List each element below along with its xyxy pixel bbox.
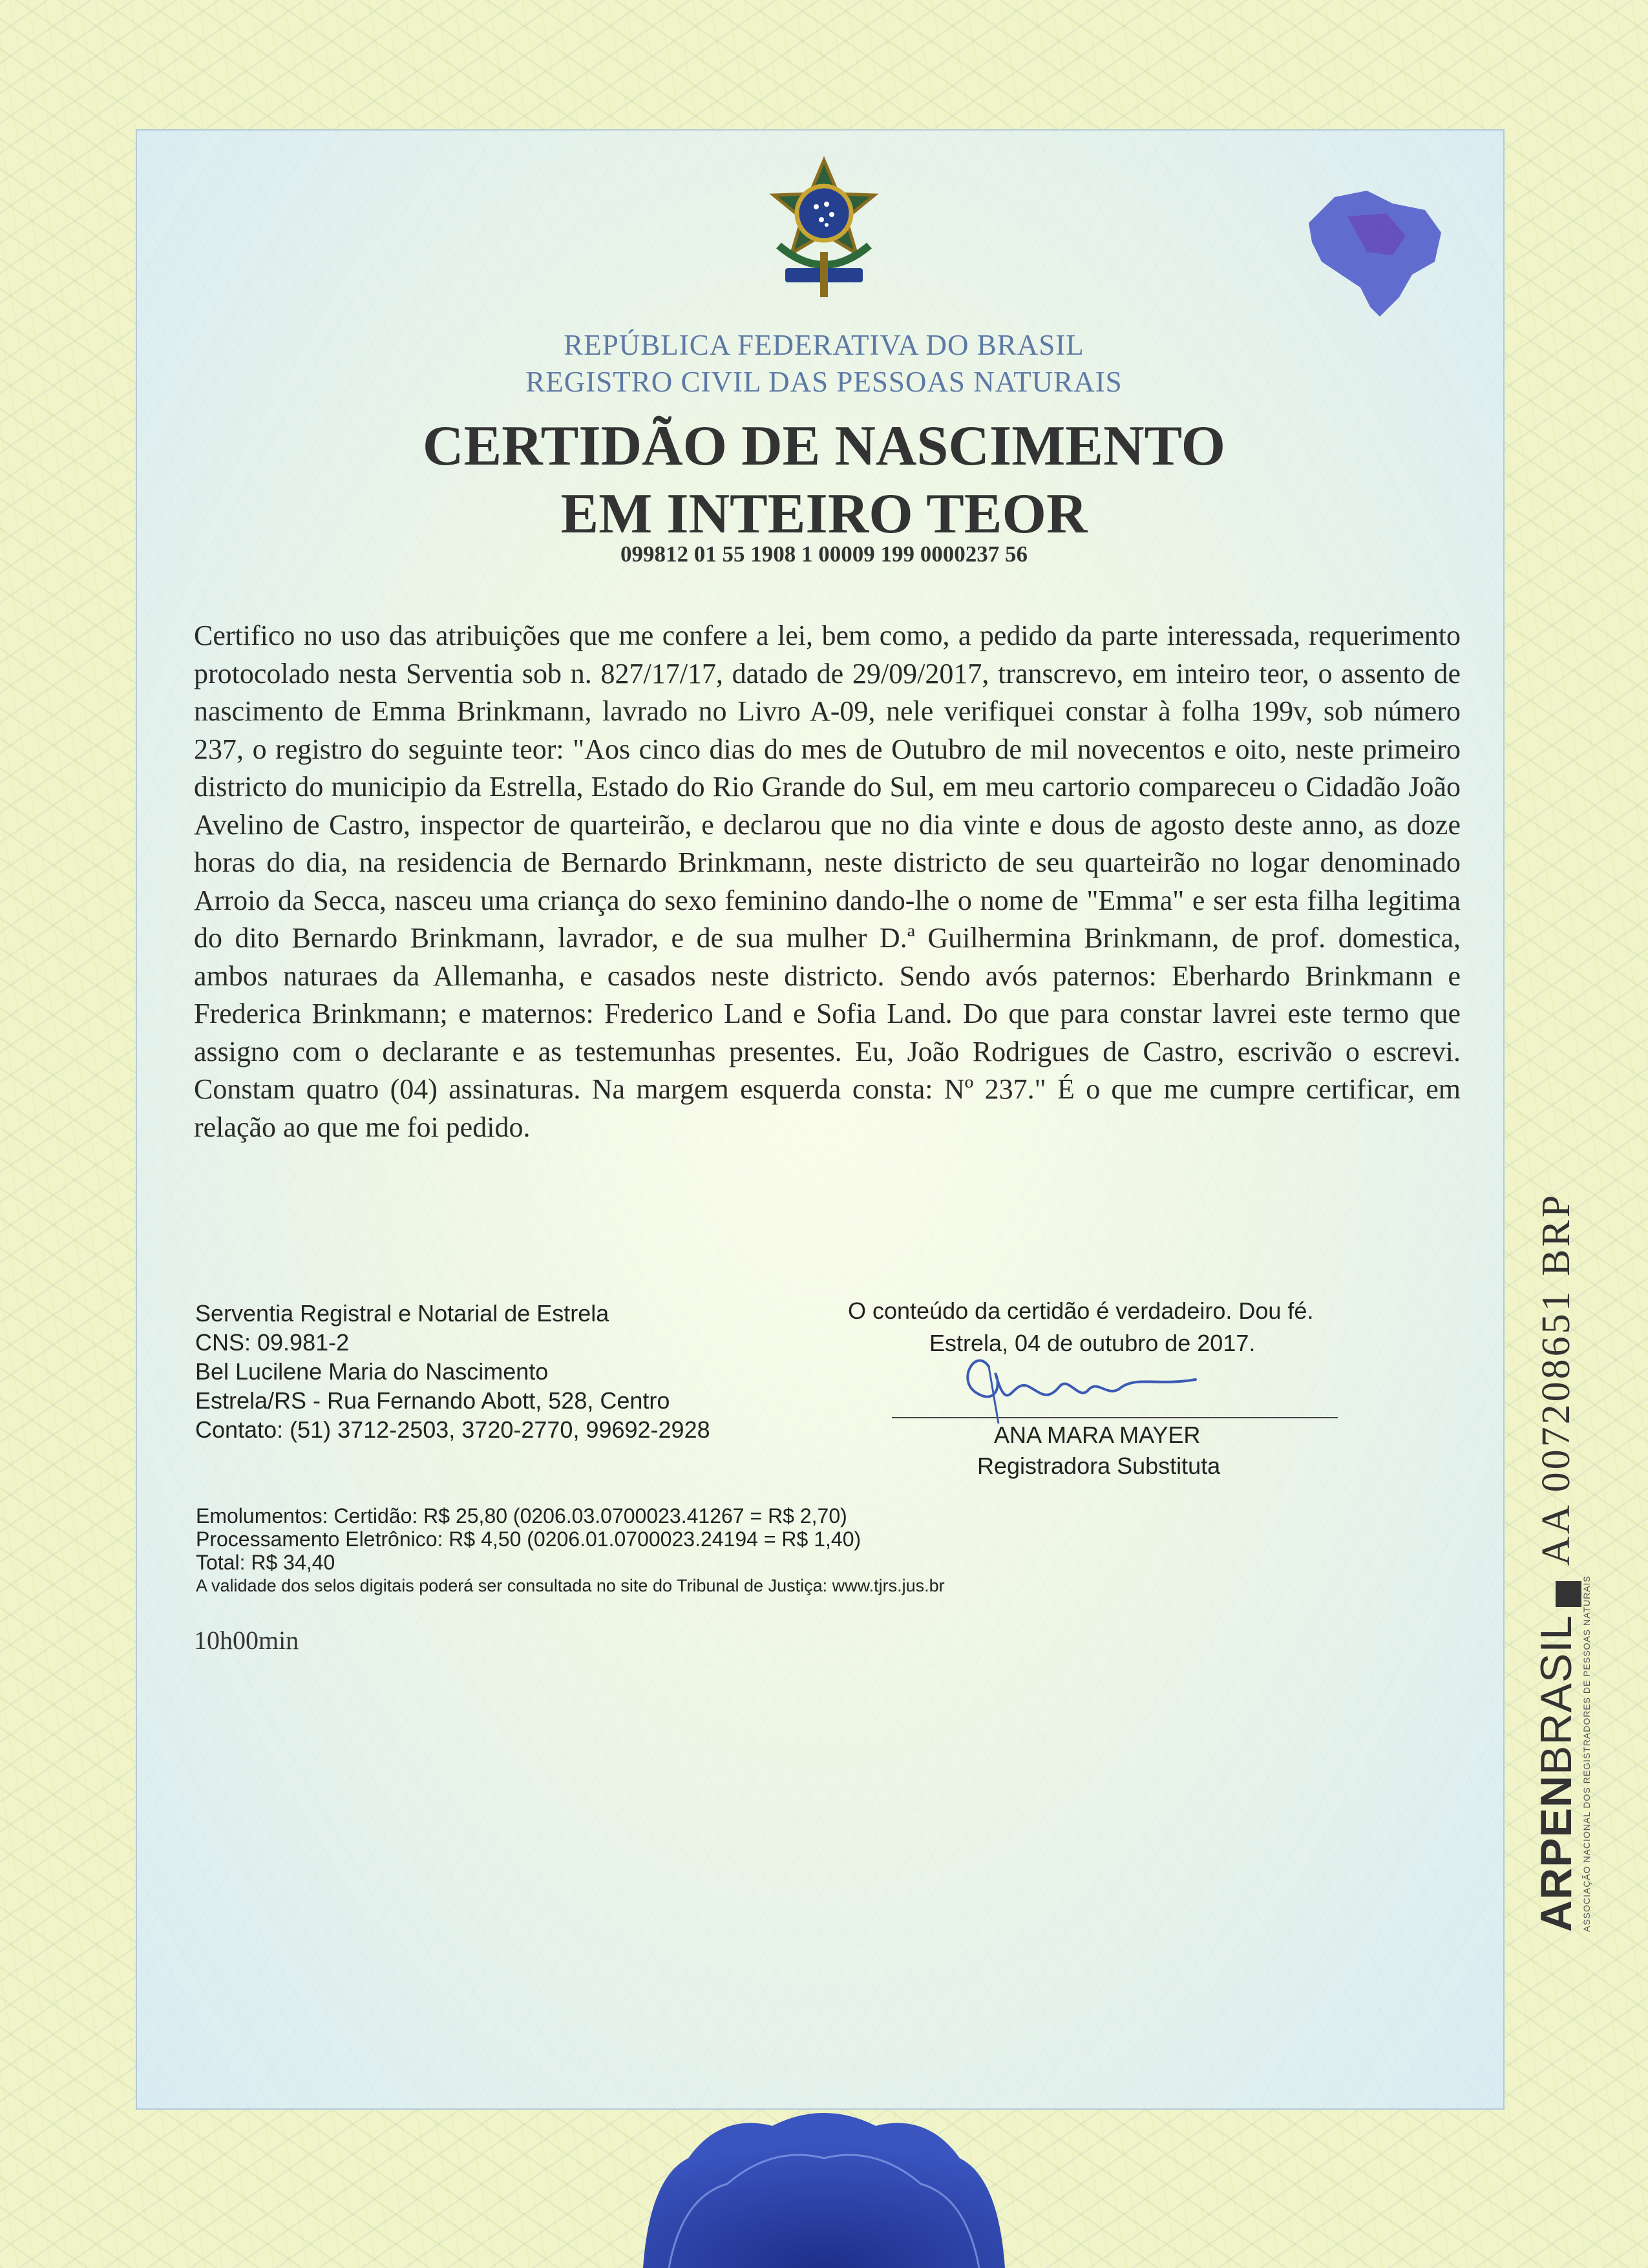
security-seal-icon [630, 2100, 1018, 2268]
place-date: Estrela, 04 de outubro de 2017. [929, 1330, 1256, 1356]
signer-role: Registradora Substituta [977, 1453, 1221, 1479]
office-contact: Contato: (51) 3712-2503, 3720-2770, 99692-2928 [195, 1416, 710, 1443]
handwritten-signature [950, 1341, 1221, 1425]
fee-certidao: Emolumentos: Certidão: R$ 25,80 (0206.03.0700023.41267 = R$ 2,70) [196, 1504, 847, 1528]
fees-block [196, 1504, 1294, 1597]
coat-of-arms-icon [759, 155, 889, 304]
fee-total: Total: R$ 34,40 [196, 1551, 335, 1574]
office-officer: Bel Lucilene Maria do Nascimento [195, 1358, 549, 1385]
document-title-line2: EM INTEIRO TEOR [560, 483, 1088, 545]
fee-processamento: Processamento Eletrônico: R$ 4,50 (0206.01.0700023.24194 = R$ 1,40) [196, 1528, 861, 1551]
arpen-tagline: ASSOCIAÇÃO NACIONAL DOS REGISTRADORES DE PESSOAS NATURAIS [1581, 1575, 1592, 1932]
arpen-brand [1532, 1615, 1581, 1932]
document-title-line1: CERTIDÃO DE NASCIMENTO [422, 415, 1226, 478]
paper-serial-number: AA 007208651 BRP [1534, 1192, 1578, 1566]
signer-name: ANA MARA MAYER [994, 1422, 1201, 1448]
office-name: Serventia Registral e Notarial de Estrela [195, 1300, 609, 1327]
header-registro-civil: REGISTRO CIVIL DAS PESSOAS NATURAIS [525, 366, 1123, 398]
office-address: Estrela/RS - Rua Fernando Abott, 528, Centro [195, 1387, 670, 1414]
arpen-logo-icon [1556, 1581, 1581, 1607]
seal-validity-note: A validade dos selos digitais poderá ser consultada no site do Tribunal de Justiça: www.tjrs.jus.br [196, 1576, 945, 1595]
certificate-body-text: Certifico no uso das atribuições que me confere a lei, bem como, a pedido da parte interessada, requerimento protocolado nesta Serventia sob n. 827/17/17, datado de 29/09/2017, transcrevo, em inteiro teor, o assento de nascimento de Emma Brinkmann, lavrado no Livro A-09, nele verifiquei constar à folha 199v, sob número 237, o registro do seguinte teor: "Aos cinco dias do mes de Outubro de mil novecentos e oito, neste primeiro districto do municipio da Estrella, Estado do Rio Grande do Sul, em meu cartorio compareceu o Cidadão João Avelino de Castro, inspector de quarteirão, e declarou que no dia vinte e dous de agosto deste anno, as doze horas do dia, na residencia de Bernardo Brinkmann, neste districto de seu quarteirão no logar denominado Arroio da Secca, nasceu uma criança do sexo feminino dando-lhe o nome de "Emma" e ser esta filha legitima do dito Bernardo Brinkmann, lavrador, e de sua mulher D.ª Guilhermina Brinkmann, de prof. domestica, ambos naturaes da Allemanha, e casados neste districto. Sendo avós paternos: Eberhardo Brinkmann e Frederica Brinkmann; e maternos: Frederico Land e Sofia Land. Do que para constar lavrei este termo que assigno com o declarante e as testemunhas presentes. Eu, João Rodrigues de Castro, escrivão o escrevi. Constam quatro (04) assinaturas. Na margem esquerda consta: Nº 237." É o que me cumpre certificar, em relação ao que me foi pedido. [194, 620, 1461, 1143]
arpen-brand-bold: ARPEN [1531, 1774, 1581, 1932]
registration-number: 099812 01 55 1908 1 00009 199 0000237 56 [620, 541, 1028, 567]
arpen-brand-light: BRASIL [1531, 1615, 1581, 1775]
header-republica: REPÚBLICA FEDERATIVA DO BRASIL [564, 329, 1084, 361]
office-info [195, 1299, 841, 1444]
security-strip [1524, 1192, 1592, 1932]
office-cns: CNS: 09.981-2 [195, 1329, 350, 1356]
veracity-statement: O conteúdo da certidão é verdadeiro. Dou fé. [848, 1297, 1314, 1324]
issue-time: 10h00min [194, 1626, 299, 1655]
brazil-map-icon [1296, 178, 1451, 326]
